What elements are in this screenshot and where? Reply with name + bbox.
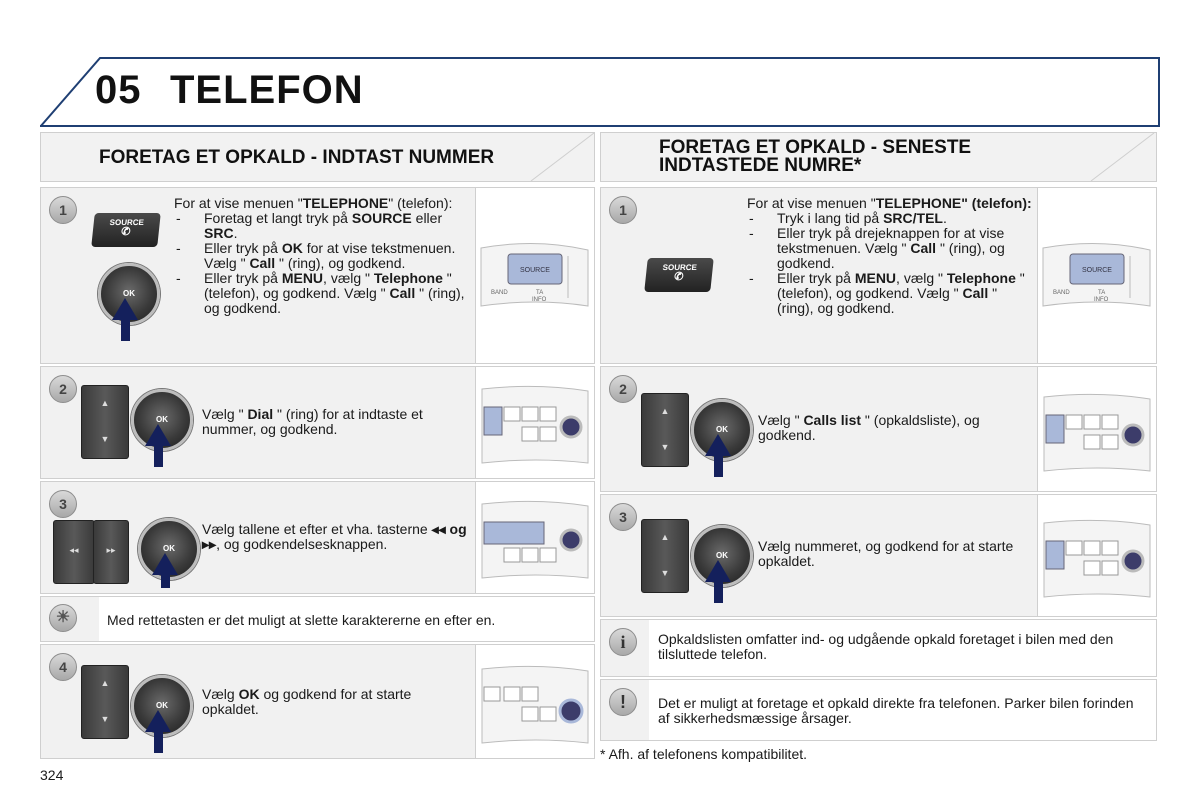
right-info-box bbox=[600, 619, 1157, 677]
up-down-buttons[interactable] bbox=[641, 519, 689, 593]
keypad-thumbnail bbox=[1037, 367, 1156, 491]
left-tip-text: Med rettetasten er det muligt at slette karaktererne en efter en. bbox=[107, 612, 496, 628]
svg-text:SOURCE: SOURCE bbox=[1082, 267, 1112, 274]
radio-keypad-thumbnail bbox=[476, 367, 594, 478]
up-down-buttons[interactable] bbox=[81, 385, 129, 459]
list-item: - Eller tryk på drejeknappen for at vise tekstmenuen. Vælg " Call " (ring), og godkend. bbox=[747, 226, 1037, 271]
list-item: - Eller tryk på MENU, vælg " Telephone " (telefon), og godkend. Vælg " Call " (ring), og godkend. bbox=[174, 271, 474, 316]
keypad-thumbnail bbox=[475, 645, 594, 758]
list-item: - Eller tryk på OK for at vise tekstmenuen. Vælg " Call " (ring), og godkend. bbox=[174, 241, 474, 271]
ok-button[interactable]: OK bbox=[691, 399, 753, 461]
down-arrow-icon[interactable]: ▼ bbox=[100, 714, 110, 724]
up-arrow-icon[interactable]: ▲ bbox=[660, 532, 670, 542]
press-arrow-icon bbox=[145, 424, 171, 446]
fast-forward-icon: ▸▸ bbox=[106, 545, 116, 555]
source-button[interactable]: SOURCE ✆ bbox=[91, 213, 161, 247]
step-number-badge: 3 bbox=[49, 490, 77, 518]
right-info-text: Opkaldslisten omfatter ind- og udgående opkald foretaget i bilen med den tilsluttede telefon. bbox=[658, 631, 1114, 662]
press-arrow-stem bbox=[154, 731, 163, 753]
svg-text:INFO: INFO bbox=[532, 297, 547, 303]
dashboard-thumbnail bbox=[1037, 188, 1156, 363]
press-arrow-icon bbox=[152, 553, 178, 575]
left-step-2 bbox=[40, 366, 595, 479]
svg-text:BAND: BAND bbox=[1053, 290, 1070, 296]
right-step-2-text: Vælg " Calls list " (opkaldsliste), og godkend. bbox=[758, 412, 980, 443]
right-step-3-text: Vælg nummeret, og godkend for at starte opkaldet. bbox=[758, 538, 1014, 569]
ok-button[interactable]: OK bbox=[691, 525, 753, 587]
step-number-badge: 1 bbox=[609, 196, 637, 224]
up-arrow-icon[interactable]: ▲ bbox=[100, 678, 110, 688]
press-arrow-stem bbox=[714, 581, 723, 603]
svg-text:TA: TA bbox=[1098, 290, 1106, 296]
left-step-3-text: Vælg tallene et efter et vha. tasterne ◂◂ og ▸▸, og godkendelsesknappen. bbox=[202, 521, 467, 552]
press-arrow-stem bbox=[154, 445, 163, 467]
chapter-title: TELEFON bbox=[170, 68, 364, 112]
press-arrow-stem bbox=[161, 574, 170, 588]
press-arrow-icon bbox=[112, 298, 138, 320]
left-step-4 bbox=[40, 644, 595, 759]
up-down-buttons[interactable] bbox=[81, 665, 129, 739]
step-number-badge: 2 bbox=[609, 375, 637, 403]
header-diagonal-decoration bbox=[491, 133, 595, 181]
svg-text:SOURCE: SOURCE bbox=[520, 267, 550, 274]
right-step-1-text: For at vise menuen "TELEPHONE" (telefon): - Tryk i lang tid på SRC/TEL. - Eller tryk på drejeknappen for at vise tekstmenuen. Vælg " Call " (ring), og godkend. - Eller tryk på MENU, vælg " Telephone " (telefon), og godkend. Vælg " Call " (ring), og godkend. bbox=[747, 196, 1037, 316]
right-section-title-line1: FORETAG ET OPKALD - SENESTE bbox=[659, 137, 972, 158]
press-arrow-icon bbox=[705, 434, 731, 456]
lightbulb-icon: ☀ bbox=[49, 604, 77, 632]
svg-text:TA: TA bbox=[536, 290, 544, 296]
left-tip-box bbox=[40, 596, 595, 642]
right-step-1 bbox=[600, 187, 1157, 364]
keypad-thumbnail bbox=[1037, 495, 1156, 616]
rewind-icon: ◂◂ bbox=[69, 545, 79, 555]
right-step-3 bbox=[600, 494, 1157, 617]
fast-forward-button[interactable] bbox=[93, 520, 129, 584]
left-step-4-text: Vælg OK og godkend for at starte opkaldet. bbox=[202, 686, 412, 717]
keypad-thumbnail bbox=[475, 367, 594, 478]
down-arrow-icon[interactable]: ▼ bbox=[660, 568, 670, 578]
press-arrow-stem bbox=[714, 455, 723, 477]
radio-source-thumbnail bbox=[476, 188, 594, 363]
left-section-title: FORETAG ET OPKALD - INDTAST NUMMER bbox=[99, 147, 495, 168]
header-diagonal-decoration bbox=[1051, 133, 1155, 181]
ok-button[interactable]: OK bbox=[131, 675, 193, 737]
list-item: - Tryk i lang tid på SRC/TEL. bbox=[747, 211, 1037, 226]
step-number-badge: 3 bbox=[609, 503, 637, 531]
left-step-3 bbox=[40, 481, 595, 594]
down-arrow-icon[interactable]: ▼ bbox=[660, 442, 670, 452]
press-arrow-icon bbox=[145, 710, 171, 732]
right-warning-text: Det er muligt at foretage et opkald direkte fra telefonen. Parker bilen forinden af sikkerhedsmæssige årsager. bbox=[658, 695, 1134, 726]
page-number: 324 bbox=[40, 767, 64, 783]
radio-keypad-thumbnail bbox=[1038, 495, 1156, 616]
left-step-1-text: For at vise menuen "TELEPHONE" (telefon): - Foretag et langt tryk på SOURCE eller SRC. - Eller tryk på OK for at vise tekstmenuen. Vælg " Call " (ring), og godkend. - Eller tryk på MENU, vælg " Telephone " (telefon), og godkend. Vælg " Call " (ring), og godkend. bbox=[174, 196, 474, 316]
up-down-buttons[interactable] bbox=[641, 393, 689, 467]
radio-source-thumbnail bbox=[1038, 188, 1156, 363]
step-number-badge: 1 bbox=[49, 196, 77, 224]
source-button[interactable]: SOURCE ✆ bbox=[644, 258, 714, 292]
right-step-2 bbox=[600, 366, 1157, 492]
left-step-1 bbox=[40, 187, 595, 364]
step-number-badge: 4 bbox=[49, 653, 77, 681]
info-icon: i bbox=[609, 628, 637, 656]
svg-text:BAND: BAND bbox=[491, 290, 508, 296]
radio-keypad-thumbnail bbox=[476, 482, 594, 593]
right-warning-box bbox=[600, 679, 1157, 741]
up-arrow-icon[interactable]: ▲ bbox=[100, 398, 110, 408]
dashboard-thumbnail bbox=[475, 188, 594, 363]
press-arrow-icon bbox=[705, 560, 731, 582]
svg-text:INFO: INFO bbox=[1094, 297, 1109, 303]
ok-button[interactable]: OK bbox=[131, 389, 193, 451]
chapter-number: 05 bbox=[95, 68, 142, 112]
ok-button[interactable]: OK bbox=[98, 263, 160, 325]
ok-button[interactable]: OK bbox=[138, 518, 200, 580]
keypad-thumbnail bbox=[475, 482, 594, 593]
rewind-button[interactable] bbox=[53, 520, 95, 584]
right-section-header bbox=[600, 132, 1157, 182]
right-section-title-line2: INDTASTEDE NUMRE* bbox=[659, 155, 862, 176]
radio-keypad-thumbnail bbox=[1038, 367, 1156, 491]
footnote: * Afh. af telefonens kompatibilitet. bbox=[600, 746, 808, 762]
left-step-2-text: Vælg " Dial " (ring) for at indtaste et nummer, og godkend. bbox=[202, 406, 423, 437]
down-arrow-icon[interactable]: ▼ bbox=[100, 434, 110, 444]
warning-icon: ! bbox=[609, 688, 637, 716]
list-item: - Eller tryk på MENU, vælg " Telephone " (telefon), og godkend. Vælg " Call " (ring), og godkend. bbox=[747, 271, 1037, 316]
list-item: - Foretag et langt tryk på SOURCE eller SRC. bbox=[174, 211, 474, 241]
press-arrow-stem bbox=[121, 319, 130, 341]
step-number-badge: 2 bbox=[49, 375, 77, 403]
left-section-header bbox=[40, 132, 595, 182]
up-arrow-icon[interactable]: ▲ bbox=[660, 406, 670, 416]
radio-keypad-thumbnail bbox=[476, 645, 594, 758]
